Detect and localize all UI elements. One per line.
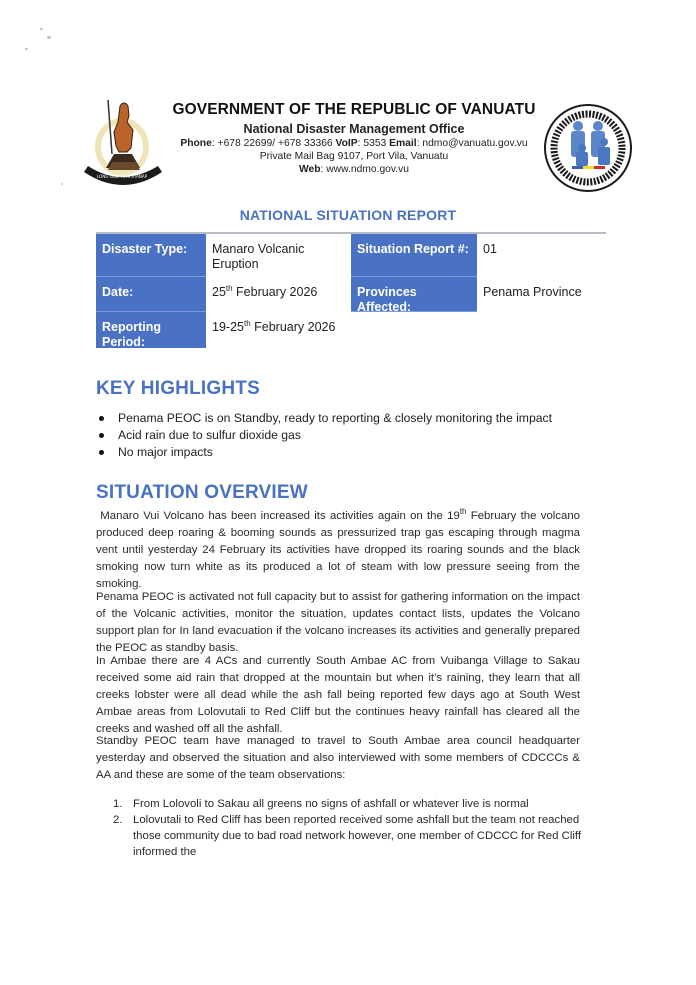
scan-speck (61, 183, 63, 185)
scan-speck (25, 48, 28, 50)
provinces-affected-value: Penama Province (483, 285, 582, 299)
ndmo-seal-icon (542, 102, 634, 194)
observation-text: From Lolovoli to Sakau all greens no signs of ashfall or whatever live is normal (133, 798, 529, 810)
highlight-text: Acid rain due to sulfur dioxide gas (118, 428, 301, 442)
bullet-icon (99, 450, 104, 455)
reporting-period-value (206, 312, 406, 348)
email-label: Email (389, 138, 417, 149)
phone-label: Phone (180, 138, 212, 149)
overview-paragraph-2: Penama PEOC is activated not full capacity but to assist for gathering information on the impact of the Volcanic activities, monitor the situation, updates contact lists, updates the Volcano support plan for In land evacuation if the volcano increases its activities and generally prepared the PEOC as standby basis. (96, 591, 580, 654)
voip-label: VoIP (335, 138, 358, 149)
highlight-text: Penama PEOC is on Standby, ready to reporting & closely monitoring the impact (118, 411, 553, 425)
observation-item (113, 812, 583, 860)
bullet-icon (99, 433, 104, 438)
highlight-text: No major impacts (118, 445, 213, 459)
contact-line (162, 137, 546, 150)
bullet-icon (99, 416, 104, 421)
period-rest: February 2026 (250, 320, 336, 334)
highlight-item (96, 410, 552, 427)
date-label: Date: (96, 277, 206, 312)
overview-paragraph-4: Standby PEOC team have managed to travel to South Ambae area council headquarter yesterday and observed the situation and also interviewed with some members of CDCCCs & AA and these are some of the team observations: (96, 735, 580, 781)
office-name: National Disaster Management Office (243, 122, 465, 136)
observations-list (113, 796, 583, 860)
observation-number: 2. (113, 814, 123, 826)
key-highlights-heading: KEY HIGHLIGHTS (96, 378, 260, 399)
email-value: : ndmo@vanuatu.gov.vu (416, 138, 528, 149)
observation-number: 1. (113, 798, 123, 810)
date-suffix: th (225, 283, 233, 293)
p1-part-b: February the volcano produced deep roaring & booming sounds as pressurized trap gas escaping through magma vent until yesterday 24 February its activities have dropped its roaring sounds and the black smoking now turn white as its produced a lot of steam with low pressure seeing from the smoking. (96, 510, 581, 590)
date-day: 25 (212, 285, 226, 299)
date-rest: February 2026 (232, 285, 318, 299)
sitrep-number-value: 01 (483, 242, 497, 256)
voip-value: : 5353 (357, 138, 390, 149)
scan-speck (40, 28, 43, 30)
web-value: : www.ndmo.gov.vu (320, 164, 410, 175)
letterhead (82, 92, 642, 192)
highlight-item (96, 444, 552, 461)
scan-speck (47, 36, 51, 39)
observation-item (113, 796, 583, 812)
web-label: Web (298, 164, 321, 175)
vanuatu-coat-of-arms-icon (82, 92, 168, 187)
overview-paragraph-1 (96, 508, 580, 593)
overview-paragraph-3: In Ambae there are 4 ACs and currently South Ambae AC from Vuibanga Village to Sakau received some aid rain that dropped at the mountain but when it’s raining, they learn that all creeks lobster were all dead while the ash fall being reported few days ago at South West Ambae areas from Lolovutali to Red Cliff but the continues heavy rainfall has cleared all the creeks and washed off all the ashfall. (96, 655, 580, 735)
observation-text: Lolovutali to Red Cliff has been reported received some ashfall but the team not reached those community due to bad road network however, one member of CDCCC for Red Cliff informed the (133, 814, 582, 858)
provinces-affected-label: Provinces Affected: (351, 277, 477, 312)
disaster-type-label: Disaster Type: (96, 234, 206, 277)
highlight-item (96, 427, 552, 444)
disaster-type-value: Manaro Volcanic Eruption (212, 242, 305, 271)
p1-part-a: Manaro Vui Volcano has been increased its activities again on the 19 (100, 510, 460, 522)
phone-value: : +678 22699/ +678 33366 (211, 138, 336, 149)
svg-text:LONG GOD YUMI STANAP: LONG GOD YUMI STANAP (96, 174, 148, 179)
web-line (162, 163, 546, 176)
period-suffix: th (243, 318, 251, 328)
date-value (206, 277, 351, 312)
sitrep-number-label: Situation Report #: (351, 234, 477, 277)
government-title: GOVERNMENT OF THE REPUBLIC OF VANUATU (172, 101, 536, 118)
reporting-period-label: Reporting Period: (96, 312, 206, 348)
address-line: Private Mail Bag 9107, Port Vila, Vanuatu (259, 151, 449, 162)
period-start: 19-25 (212, 320, 244, 334)
situation-overview-heading: SITUATION OVERVIEW (96, 482, 308, 503)
p1-sup: th (459, 507, 467, 517)
key-highlights-list (96, 410, 552, 461)
report-title: NATIONAL SITUATION REPORT (239, 207, 457, 223)
